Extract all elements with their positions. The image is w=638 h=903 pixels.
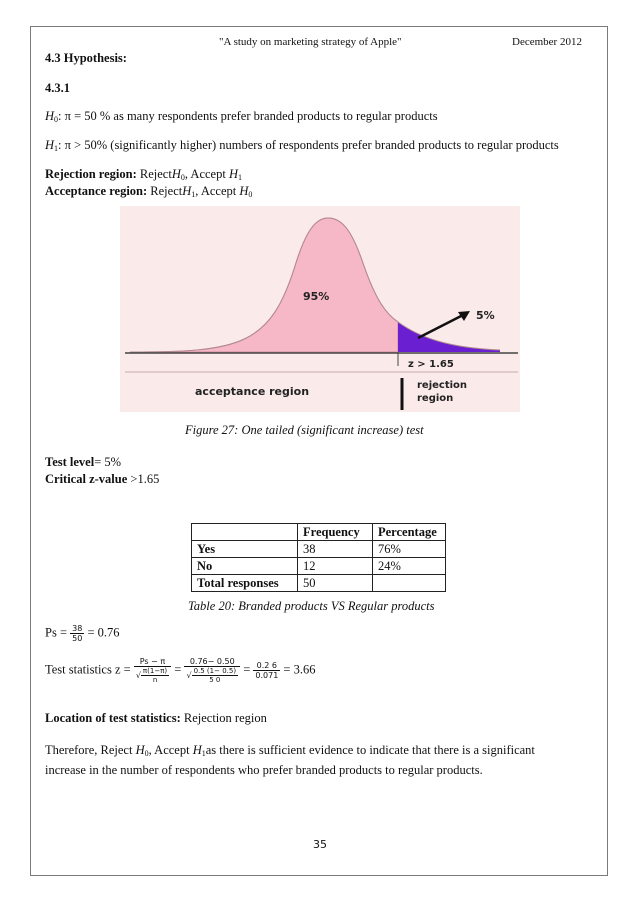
running-header-date: December 2012	[512, 36, 582, 48]
ps-label: Ps =	[45, 625, 71, 640]
ps-result: = 0.76	[84, 625, 120, 640]
table-cell: 50	[298, 575, 373, 592]
table-header-cell	[192, 524, 298, 541]
label-5: 5%	[476, 309, 495, 322]
normal-distribution-figure	[120, 206, 520, 412]
rr-h0-symbol: H	[171, 167, 181, 181]
h1-symbol: H	[45, 138, 55, 152]
conclusion-line-2: increase in the number of respondents who prefer branded products to regular products.	[45, 763, 483, 777]
test-level-line	[45, 455, 121, 470]
concl-h0-symbol: H	[135, 743, 145, 757]
ts-eq-2: =	[240, 662, 254, 677]
distribution-svg	[120, 206, 520, 412]
table-row	[192, 575, 446, 592]
concl-h1-symbol: H	[192, 743, 202, 757]
running-header-title: "A study on marketing strategy of Apple"	[219, 36, 402, 48]
ts-fraction-3	[253, 661, 280, 680]
rr-h1-sub: 1	[237, 173, 242, 182]
concl-h0-sub: 0	[144, 749, 149, 758]
concl-h1-sub: 1	[201, 749, 206, 758]
ts-f2-den-numerator: 0.5 (1− 0.5)	[193, 667, 237, 675]
table-cell: 76%	[373, 541, 446, 558]
table-header-cell: Frequency	[298, 524, 373, 541]
rejection-region-line	[45, 167, 242, 182]
hypothesis-h1	[45, 138, 559, 153]
critical-value-line	[45, 472, 159, 487]
acceptance-region-reject: Reject	[150, 184, 183, 198]
subsection-heading: 4.3.1	[45, 81, 70, 95]
location-value: Rejection region	[180, 711, 267, 725]
page-number: 35	[313, 838, 327, 851]
label-rejection: rejection	[417, 380, 468, 391]
ts-eq-1: =	[171, 662, 185, 677]
label-acceptance-region: acceptance region	[195, 385, 310, 398]
table-header-cell: Percentage	[373, 524, 446, 541]
ps-numerator: 38	[72, 624, 83, 633]
h0-symbol: H	[45, 109, 55, 123]
rr-accept-word: , Accept	[184, 167, 229, 181]
h0-text: : π = 50 % as many respondents prefer branded products to regular products	[58, 109, 438, 123]
h1-text: : π > 50% (significantly higher) numbers of respondents prefer branded products to regular products	[58, 138, 559, 152]
conclusion-part-c: as there is sufficient evidence to indicate that there is a significant	[205, 743, 535, 757]
rr-h0-sub: 0	[180, 173, 185, 182]
label-95: 95%	[303, 290, 330, 303]
test-level-value: = 5%	[94, 455, 122, 469]
table-cell: Yes	[192, 541, 298, 558]
ts-f1-denominator: √ $\frac{\pi(1-\pi)}{n}$	[135, 667, 168, 684]
ts-f3-denominator: 0.071	[255, 671, 279, 680]
ts-fraction-1	[134, 657, 171, 684]
ts-f2-numerator: 0.76− 0.50	[184, 657, 240, 667]
critical-value-label: Critical z-value	[45, 472, 128, 486]
rr-h1-symbol: H	[228, 167, 238, 181]
table-header-row	[192, 524, 446, 541]
ts-f1-den-numerator: π(1−π)	[142, 667, 168, 675]
section-heading: 4.3 Hypothesis:	[45, 51, 127, 65]
ar-h1-symbol: H	[182, 184, 192, 198]
ts-f1-den-denominator: n	[152, 676, 158, 684]
ts-f2-den-denominator: 5 0	[209, 676, 221, 684]
label-z: z > 1.65	[408, 359, 454, 370]
table-cell: Total responses	[192, 575, 298, 592]
frequency-table	[191, 523, 446, 592]
ts-f2-denominator: √ $\frac{0.5 (1- 0.5)}{5 0}$	[186, 667, 237, 684]
ts-result: = 3.66	[280, 662, 316, 677]
table-row	[192, 541, 446, 558]
ts-label: Test statistics z =	[45, 662, 134, 677]
ps-equation	[45, 624, 120, 643]
hypothesis-h0	[45, 109, 438, 124]
location-line	[45, 711, 267, 726]
ts-fraction-2	[184, 657, 240, 684]
location-label: Location of test statistics:	[45, 711, 181, 725]
critical-value-value: >1.65	[127, 472, 160, 486]
table-cell: No	[192, 558, 298, 575]
ar-h0-sub: 0	[248, 190, 253, 199]
ps-fraction	[70, 624, 84, 643]
ar-h1-sub: 1	[191, 190, 196, 199]
h1-subscript: 1	[54, 144, 59, 153]
h0-subscript: 0	[54, 115, 59, 124]
conclusion-part-a: Therefore, Reject	[45, 743, 136, 757]
table-cell: 12	[298, 558, 373, 575]
acceptance-region-line	[45, 184, 252, 199]
ar-h0-symbol: H	[239, 184, 249, 198]
acceptance-region-label: Acceptance region:	[45, 184, 148, 198]
rejection-region-label: Rejection region:	[45, 167, 137, 181]
conclusion-line-1	[45, 743, 535, 758]
ts-f1-numerator: Ps − π	[134, 657, 171, 667]
ts-f3-numerator: 0.2 6	[253, 661, 280, 671]
conclusion-part-b: , Accept	[148, 743, 193, 757]
figure-caption: Figure 27: One tailed (significant increase) test	[185, 423, 424, 437]
table-row	[192, 558, 446, 575]
table-cell	[373, 575, 446, 592]
table-cell: 24%	[373, 558, 446, 575]
test-statistic-equation	[45, 657, 315, 684]
rejection-region-reject: Reject	[139, 167, 172, 181]
ps-denominator: 50	[72, 634, 83, 643]
table-cell: 38	[298, 541, 373, 558]
ar-accept-word: , Accept	[195, 184, 240, 198]
test-level-label: Test level	[45, 455, 95, 469]
table-caption: Table 20: Branded products VS Regular products	[188, 599, 435, 613]
label-region: region	[417, 393, 454, 404]
